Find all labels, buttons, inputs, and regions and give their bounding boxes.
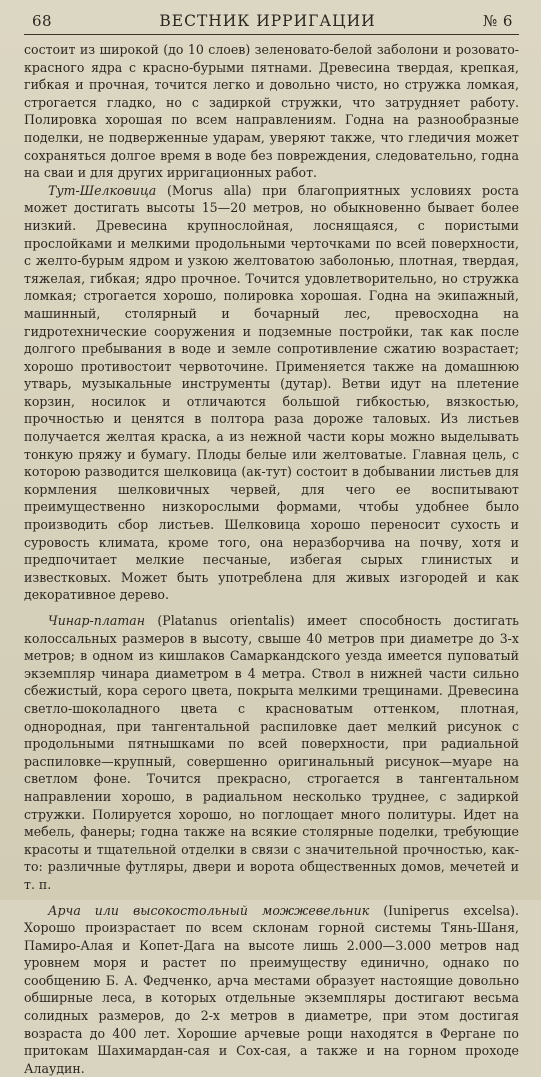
paragraph-gleditsia bbox=[24, 41, 519, 182]
species-latin: (Iuniperus excelsa). bbox=[383, 903, 519, 918]
issue-number: № 6 bbox=[483, 12, 513, 30]
paragraph-text: при благоприятных условиях роста может достигать высоты 15—20 метров, но обыкновенно бывает более низкий. Древесина крупнослойная, лоснящаяся, с пористыми прослойками и мелкими продольными черточками по всей поверхности, с желто-бурым ядром и узкою желтоватою заболонью, плотная, твердая, тяжелая, гибкая; ядро прочное. Точится удовлетворительно, но стружка ломкая; строгается хорошо, полировка хорошая. Годна на экипажный, машинный, столярный и бочарный лес, превосходна на гидротехнические сооружения и подземные постройки, так как после долгого пребывания в воде и земле сопротивление сжатию возрастает; хорошо противостоит червоточине. Применяется также на домашнюю утварь, музыкальные инструменты (дутар). Ветви идут на плетение корзин, носилок и отличаются большой гибкостью, вязкостью, прочностью и ценятся в полтора раза дороже таловых. Из листьев получается желтая краска, а из нежной части коры можно выделывать тонкую пряжу и бумагу. Плоды белые или желтоватые. Главная цель, с которою разводится шелковица (ак-тут) состоит в добывании листьев для кормления шелковичных червей, для чего ее воспитывают преимущественно низкорослыми формами, чтобы удобнее было производить сбор листьев. Шелковица хорошо переносит сухость и суровость климата, кроме того, она неразборчива на почву, хотя и предпочитает мелкие песчаные, избегая сырых глинистых и известковых. Может быть употреблена для живых изгородей и как декоративное дерево. bbox=[24, 183, 519, 603]
species-term: Чинар-платан bbox=[48, 613, 145, 628]
paragraph-juniper bbox=[24, 902, 519, 1077]
species-latin: (Morus alla) bbox=[167, 183, 252, 198]
paragraph-gap bbox=[24, 604, 519, 612]
running-header bbox=[24, 12, 519, 34]
journal-title: ВЕСТНИК ИРРИГАЦИИ bbox=[159, 12, 375, 30]
article-body bbox=[24, 41, 519, 1077]
header-rule bbox=[24, 34, 519, 35]
paragraph-plane-tree bbox=[24, 612, 519, 894]
species-latin: (Platanus orientalis) bbox=[157, 613, 294, 628]
paragraph-mulberry bbox=[24, 182, 519, 604]
species-term: Арча или высокостольный можжевельник bbox=[48, 903, 369, 918]
paragraph-text: Хорошо произрастает по всем склонам горной системы Тянь-Шаня, Памиро-Алая и Копет-Дага на высоте лишь 2.000—3.000 метров над уровнем моря и растет по преимуществу единично, однако по сообщению Б. А. Федченко, арча местами образует настоящие довольно обширные леса, в которых отдельные экземпляры достигают весьма солидных размеров, до 2-х метров в диаметре, при этом достигая возраста до 400 лет. Хорошие арчевые рощи находятся в Фергане по притокам Шахимардан-сая и Сох-сая, а также и на горном проходе Алаудин. bbox=[24, 920, 519, 1076]
page-number: 68 bbox=[32, 12, 52, 30]
paragraph-text: имеет способность достигать колоссальных размеров в высоту, свыше 40 метров при диаметре до 3-х метров; в одном из кишлаков Самаркандского уезда имеется пуповатый экземпляр чинара диаметром в 4 метра. Ствол в нижней части сильно сбежистый, кора серого цвета, покрыта мелкими трещинами. Древесина светло-шоколадного цвета с красноватым оттенком, плотная, однородная, при тангентальной распиловке дает мелкий рисунок с продольными пятнышками по всей поверхности, при радиальной распиловке—крупный, совершенно оригинальный рисунок—муаре на светлом фоне. Точится прекрасно, строгается в тангентальном направлении хорошо, в радиальном несколько труднее, с задиркой стружки. Полируется хорошо, но поглощает много политуры. Идет на мебель, фанеры; годна также на всякие столярные поделки, требующие красоты и тщательной отделки в связи с значительной прочностью, как-то: различные футляры, двери и ворота общественных домов, мечетей и т. п. bbox=[24, 613, 519, 892]
paragraph-gap bbox=[24, 894, 519, 902]
paragraph-text: состоит из широкой (до 10 слоев) зеленовато-белой заболони и розовато-красного ядра с красно-бурыми пятнами. Древесина твердая, крепкая, гибкая и прочная, точится легко и довольно чисто, но стружка ломкая, строгается гладко, но с задиркой стружки, что затрудняет работу. Полировка хорошая по всем направлениям. Годна на разнообразные поделки, не подверженные ударам, уверяют также, что гледичия может сохраняться долгое время в воде без повреждения, следовательно, годна на сваи и для других ирригационных работ. bbox=[24, 42, 519, 180]
species-term: Тут-Шелковица bbox=[48, 183, 156, 198]
